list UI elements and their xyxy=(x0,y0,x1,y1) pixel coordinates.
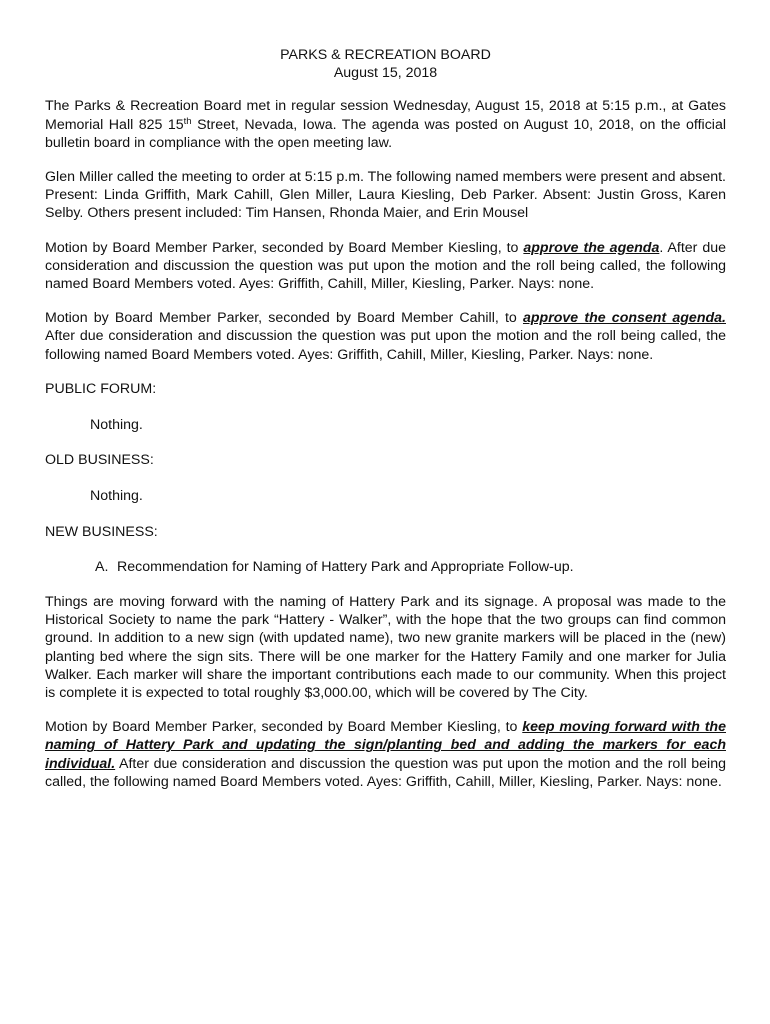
hattery-motion-paragraph xyxy=(45,718,726,791)
intro-paragraph xyxy=(45,97,726,152)
item-text: Recommendation for Naming of Hattery Park and Appropriate Follow-up. xyxy=(117,558,574,575)
consent-motion-end: After due consideration and discussion the question was put upon the motion and the roll being called, the following named Board Members voted. Ayes: Griffith, Cahill, Miller, Kiesling, Parker. Nays: none. xyxy=(45,328,726,363)
agenda-motion-paragraph xyxy=(45,239,726,294)
hattery-motion-start: Motion by Board Member Parker, seconded by Board Member Kiesling, to xyxy=(45,719,523,736)
document-date: August 15, 2018 xyxy=(333,65,438,82)
agenda-motion-end: . After due consideration and discussion the question was put upon the motion and the roll being called, the following named Board Members voted. Ayes: Griffith, Cahill, Miller, Kiesling, Parker. Nays: none. xyxy=(45,239,726,293)
ordinal-suffix: th xyxy=(183,115,192,127)
hattery-motion-end: After due consideration and discussion the question was put upon the motion and the roll being called, the following named Board Members voted. Ayes: Griffith, Cahill, Miller, Kiesling, Parker. Nays: none. xyxy=(45,755,726,790)
hattery-park-paragraph: Things are moving forward with the naming of Hattery Park and its signage. A proposal was made to the Historical Society to name the park “Hattery - Walker”, with the hope that the two groups can find common ground. In addition to a new sign (with updated name), two new granite markers will be placed in the (new) planting bed where the sign sits. There will be one marker for the Hattery Family and one marker for Julia Walker. Each marker will share the important contributions each made to our community. When this project is complete it is expected to total roughly $3,000.00, which will be covered by The City. xyxy=(45,594,726,702)
public-forum-heading: PUBLIC FORUM: xyxy=(45,380,157,397)
item-letter: A. xyxy=(95,558,109,575)
public-forum-body: Nothing. xyxy=(90,417,143,434)
intro-text-start: The Parks & Recreation Board met in regular session Wednesday, August 15, 2018 at 5:15 p.m., at Gates Memorial Hall 825 15 xyxy=(45,98,726,133)
consent-motion-emphasis: approve the consent agenda. xyxy=(522,310,726,327)
agenda-motion-emphasis: approve the agenda xyxy=(523,239,660,256)
agenda-motion-start: Motion by Board Member Parker, seconded by Board Member Kiesling, to xyxy=(45,239,524,256)
old-business-body: Nothing. xyxy=(90,488,143,505)
minutes-document xyxy=(45,46,726,791)
new-business-item xyxy=(45,558,726,576)
document-title: PARKS & RECREATION BOARD xyxy=(280,47,491,63)
old-business-heading: OLD BUSINESS: xyxy=(45,452,154,469)
attendance-paragraph: Glen Miller called the meeting to order at 5:15 p.m. The following named members were present and absent. Present: Linda Griffith, Mark Cahill, Glen Miller, Laura Kiesling, Deb Parker. Absent: Justin Gross, Karen Selby. Others present included: Tim Hansen, Rhonda Maier, and Erin Mousel xyxy=(45,169,726,222)
hattery-motion-emphasis: keep moving forward with the naming of Hattery Park and updating the sign/planting bed and adding the markers for each individual. xyxy=(45,719,726,772)
intro-text-end: Street, Nevada, Iowa. The agenda was posted on August 10, 2018, on the official bulletin board in compliance with the open meeting law. xyxy=(45,116,726,151)
consent-motion-paragraph xyxy=(45,309,726,364)
new-business-heading: NEW BUSINESS: xyxy=(45,523,158,540)
consent-motion-start: Motion by Board Member Parker, seconded by Board Member Cahill, to xyxy=(45,310,523,327)
